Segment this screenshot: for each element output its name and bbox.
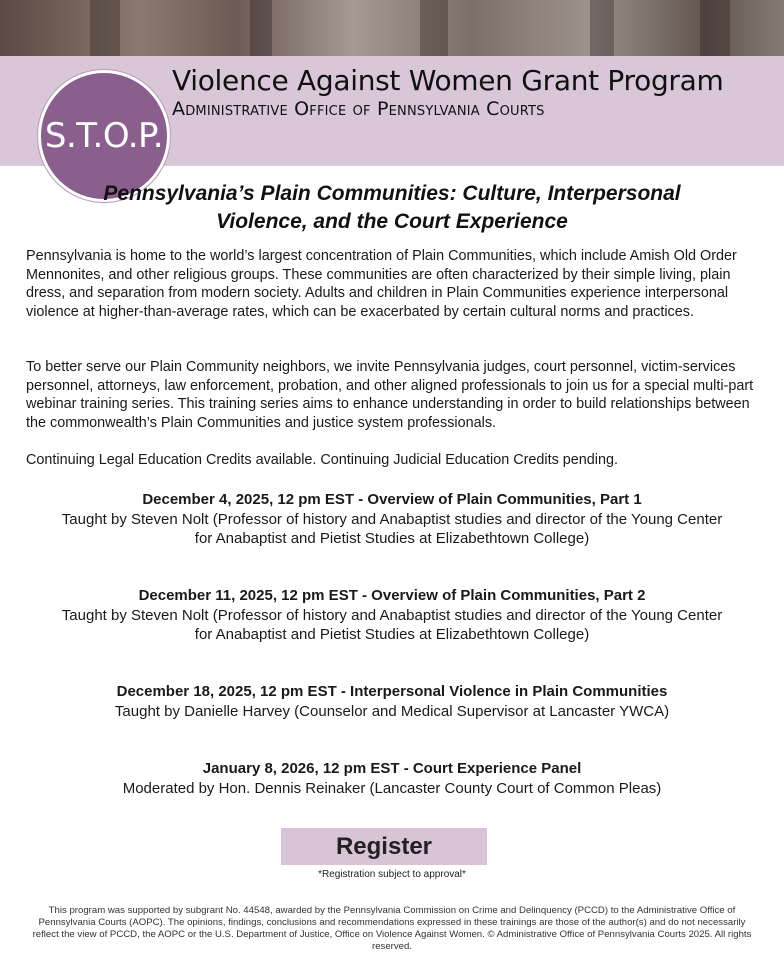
funding-disclaimer: This program was supported by subgrant No. 44548, awarded by the Pennsylvania Commission on Crime and Delinquency (PCCD) to the Administrative Office of Pennsylvania Courts (AOPC). The opinions, findings, conclusions and recommendations expressed in these trainings are those of the author(s) and do not necessarily reflect the view of PCCD, the AOPC or the U.S. Department of Justice, Office on Violence Against Women. © Administrative Office of Pennsylvania Courts 2025. All rights reserved. [32,905,752,952]
invitation-paragraph: To better serve our Plain Community neighbors, we invite Pennsylvania judges, court personnel, victim-services personnel, attorneys, law enforcement, probation, and other aligned professionals to join us for a special multi-part webinar training series. This training series aims to enhance understanding in order to build relationships between the commonwealth’s Plain Communities and justice system professionals. [26,359,754,431]
session-heading: December 4, 2025, 12 pm EST - Overview of Plain Communities, Part 1 [142,491,642,508]
session-detail: Taught by Danielle Harvey (Counselor and Medical Supervisor at Lancaster YWCA) [114,702,670,720]
session-detail: for Anabaptist and Pietist Studies at Elizabethtown College) [194,626,590,643]
session-detail: for Anabaptist and Pietist Studies at Elizabethtown College) [194,530,590,547]
session-item [20,759,764,798]
session-heading: January 8, 2026, 12 pm EST - Court Experience Panel [202,760,582,777]
register-button[interactable]: Register [281,828,487,865]
session-detail: Moderated by Hon. Dennis Reinaker (Lancaster County Court of Common Pleas) [122,779,662,797]
page-title [40,180,744,236]
title-line-1: Pennsylvania’s Plain Communities: Culture, Interpersonal [103,182,681,205]
program-title: Violence Against Women Grant Program [172,64,724,97]
session-item [20,490,764,549]
session-detail: Taught by Steven Nolt (Professor of history and Anabaptist studies and director of the Young Center [61,510,723,528]
session-heading: December 11, 2025, 12 pm EST - Overview of Plain Communities, Part 2 [138,587,646,604]
session-item [20,682,764,721]
header-photo [0,0,784,56]
registration-note: *Registration subject to approval* [318,869,466,880]
credits-paragraph: Continuing Legal Education Credits available. Continuing Judicial Education Credits pending. [26,452,618,468]
title-line-2: Violence, and the Court Experience [216,210,568,233]
session-detail: Taught by Steven Nolt (Professor of history and Anabaptist studies and director of the Young Center [61,606,723,624]
logo-text: S.T.O.P. [44,116,164,156]
session-item [20,586,764,645]
session-heading: December 18, 2025, 12 pm EST - Interpersonal Violence in Plain Communities [116,683,668,700]
intro-paragraph: Pennsylvania is home to the world’s largest concentration of Plain Communities, which include Amish Old Order Mennonites, and other religious groups. These communities are often characterized by their simple living, plain dress, and separation from modern society. Adults and children in Plain Communities experience interpersonal violence at higher-than-average rates, which can be exacerbated by certain cultural norms and practices. [26,248,737,320]
program-subtitle: Administrative Office of Pennsylvania Courts [172,98,545,120]
